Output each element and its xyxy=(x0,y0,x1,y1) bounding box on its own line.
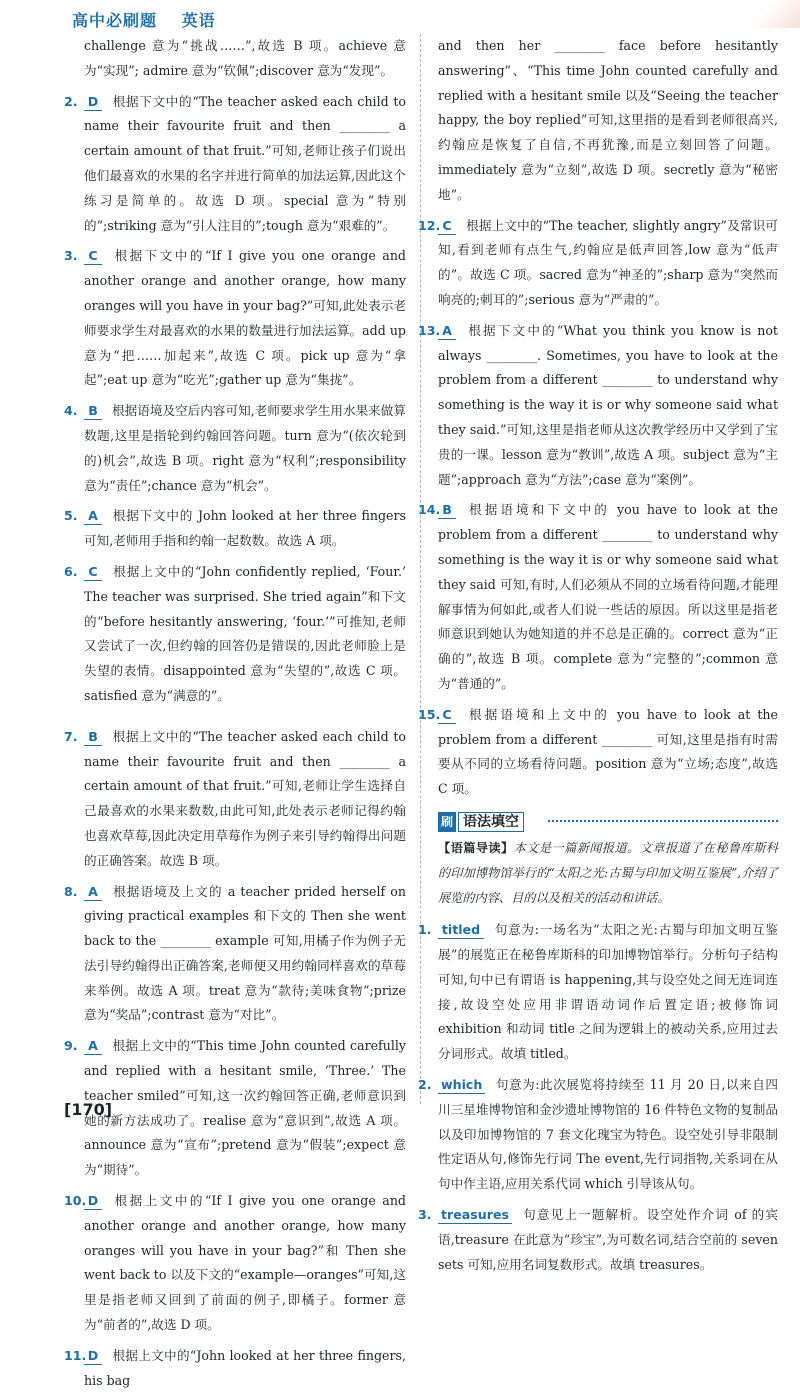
column-divider xyxy=(420,34,421,1104)
answer-text: 根据语境和上文中的 you have to look at the problem from a different ________ 可知,这里是指有时需要从不同的立场看待问题。position 意为“立场;态度”,故选 C 项。 xyxy=(438,706,778,797)
answer-item xyxy=(64,1344,406,1394)
page-header xyxy=(72,8,234,31)
left-column xyxy=(64,34,406,1399)
answer-item xyxy=(64,880,406,1029)
answer-choice: B xyxy=(84,403,102,420)
item-number: 1. xyxy=(418,922,432,938)
answer-text: 句意为:一场名为“太阳之光:古蜀与印加文明互鉴展”的展览正在秘鲁库斯科的印加博物馆举行。分析句子结构可知,句中已有谓语 is happening,其与设空处之间无连词连接,故设空处应用非谓语动词作后置定语;被修饰词 exhibition 和动词 title 之间为逻辑上的被动关系,应用过去分词形式。故填 titled。 xyxy=(438,922,778,1062)
grammar-section-header xyxy=(438,810,778,832)
item-number: 4. xyxy=(64,403,78,419)
page-corner-shadow xyxy=(740,0,800,28)
page-number: [170] xyxy=(64,1100,113,1119)
answer-choice: D xyxy=(84,1348,102,1365)
answer-item xyxy=(84,34,406,84)
answer-item xyxy=(64,244,406,393)
item-number: 10. xyxy=(64,1193,87,1209)
item-number: 13. xyxy=(418,322,441,338)
grammar-item xyxy=(418,1203,778,1277)
answer-text: 根据上文中的“If I give you one orange and another orange and another orange, how many oranges will you have in your bag?”和 Then she went back to 以及下文的“example—oranges”可知,这里是指老师又回到了前面的例子,即橘子。former 意为“前者的”,故选 D 项。 xyxy=(84,1193,406,1333)
answer-item xyxy=(64,1189,406,1338)
answer-item xyxy=(64,560,406,719)
answer-choice: D xyxy=(84,94,102,111)
answer-choice: A xyxy=(84,884,102,901)
answer-word: which xyxy=(438,1077,485,1094)
item-number: 14. xyxy=(418,502,441,518)
item-number: 2. xyxy=(418,1077,432,1093)
answer-text: 根据下文中的“What you think you know is not always ________. Sometimes, you have to look at the problem from a different ________ to understand why something is the way it is or why someone said what they said.”可知,这里是指老师从这次教学经历中又学到了宝贵的一课。lesson 意为“教训”,故选 A 项。subject 意为“主题”;approach 意为“方法”;case 意为“案例”。 xyxy=(438,322,778,487)
answer-choice: C xyxy=(84,564,102,581)
item-number: 15. xyxy=(418,706,441,722)
answer-text: 根据下文中的“The teacher asked each child to name their favourite fruit and then ________ a certain amount of that fruit.”可知,老师让孩子们说出他们最喜欢的水果的名字并进行简单的加法运算,因此这个练习是简单的。故选 D 项。special 意为“特别的”;striking 意为“引人注目的”;tough 意为“艰难的”。 xyxy=(84,93,406,233)
answer-item xyxy=(64,504,406,554)
answer-text: 根据下文中的“If I give you one orange and another orange and another orange, how many oranges will you have in your bag?”可知,此处表示老师要求学生对最喜欢的水果的数量进行加法运算。add up 意为“把……加起来”,故选 C 项。pick up 意为“拿起”;eat up 意为“吃光”;gather up 意为“集拢”。 xyxy=(84,248,406,388)
answer-item xyxy=(438,34,778,208)
item-number: 3. xyxy=(418,1207,432,1223)
answer-item xyxy=(418,703,778,802)
answer-choice: C xyxy=(438,218,456,235)
answer-text: 根据语境及上文的 a teacher prided herself on giving practical examples 和下文的 Then she went back to the ________ example 可知,用橘子作为例子无法引导约翰得出正确答案,老师便又用约翰同样喜欢的草莓来举例。故选 A 项。treat 意为“款待;美味食物”;prize 意为“奖品”;contrast 意为“对比”。 xyxy=(84,883,406,1023)
item-number: 6. xyxy=(64,563,78,579)
item-number: 11. xyxy=(64,1347,87,1363)
item-number: 5. xyxy=(64,508,78,524)
answer-text: 根据上文中的“John looked at her three fingers, his bag xyxy=(84,1347,406,1388)
answer-text: 根据下文中的 John looked at her three fingers 可知,老师用手指和约翰一起数数。故选 A 项。 xyxy=(84,508,406,549)
answer-text: 根据语境及空后内容可知,老师要求学生用水果来做算数题,这里是指轮到约翰回答问题。turn 意为“(依次轮到的)机会”,故选 B 项。right 意为“权利”;responsibility 意为“责任”;chance 意为“机会”。 xyxy=(84,403,406,493)
answer-text: 句意为:此次展览将持续至 11 月 20 日,以来自四川三星堆博物馆和金沙遗址博物馆的 16 件特色文物的复制品以及印加博物馆的 7 套文化瑰宝为特色。设空处引导非限制性定语从句,修饰先行词 The event,先行词指物,关系词在从句中作主语,应用关系代词 which 引导该从句。 xyxy=(438,1077,778,1192)
answer-text: 根据上文中的“The teacher, slightly angry”及常识可知,看到老师有点生气,约翰应是低声回答,low 意为“低声的”。故选 C 项。sacred 意为“神圣的”;sharp 意为“突然而响亮的;刺耳的”;serious 意为“严肃的”。 xyxy=(438,217,778,307)
answer-item xyxy=(418,498,778,696)
grammar-item xyxy=(418,1073,778,1197)
grammar-item xyxy=(418,918,778,1067)
answer-text: 根据上文中的“John confidently replied, ‘Four.’ The teacher was surprised. She tried again”和下文的“before hesitantly answering, ‘four.’”可推知,老师又尝试了一次,但约翰的回答仍是错误的,因此老师脸上是失望的表情。disappointed 意为“失望的”,故选 C 项。satisfied 意为“满意的”。 xyxy=(84,563,406,703)
answer-choice: D xyxy=(84,1193,102,1210)
section-title: 语法填空 xyxy=(458,812,524,832)
answer-choice: B xyxy=(84,729,102,746)
subject-title: 英语 xyxy=(181,11,216,30)
answer-item xyxy=(64,1034,406,1183)
answer-word: titled xyxy=(438,922,484,939)
item-number: 3. xyxy=(64,248,78,264)
section-dotted-rule xyxy=(548,820,778,822)
item-number: 2. xyxy=(64,93,78,109)
item-number: 8. xyxy=(64,883,78,899)
answer-item xyxy=(64,399,406,498)
answer-choice: A xyxy=(438,323,456,340)
answer-item xyxy=(418,319,778,493)
answer-choice: A xyxy=(84,1038,102,1055)
guide-label: 【语篇导读】 xyxy=(438,840,514,855)
answer-text: 根据语境和下文中的 you have to look at the problem from a different ________ to understand why something is the way it is or why someone said what they said 可知,有时,人们必须从不同的立场看待问题,才能理解事情为何如此,或者人们说一些话的原因。所以这里是指老师意识到她认为她知道的并不总是正确的。correct 意为“正确的”,故选 B 项。complete 意为“完整的”;common 意为“普通的”。 xyxy=(438,502,778,691)
answer-text: challenge 意为“挑战……”,故选 B 项。achieve 意为“实现”; admire 意为“钦佩”;discover 意为“发现”。 xyxy=(84,38,406,78)
answer-text: 根据上文中的“This time John counted carefully and replied with a hesitant smile, ‘Three.’ The teacher smiled”可知,这一次约翰回答正确,老师意识到她的新方法成功了。realise 意为“意识到”,故选 A 项。announce 意为“宣布”;pretend 意为“假装”;expect 意为“期待”。 xyxy=(84,1038,406,1178)
answer-choice: C xyxy=(84,248,102,265)
guide-text: 本文是一篇新闻报道。文章报道了在秘鲁库斯科的印加博物馆举行的“太阳之光:古蜀与印加文明互鉴展”,介绍了展览的内容、目的以及相关的活动和讲话。 xyxy=(438,840,779,905)
answer-choice: A xyxy=(84,508,102,525)
item-number: 9. xyxy=(64,1038,78,1054)
answer-item xyxy=(64,90,406,239)
section-badge: 刷 xyxy=(438,812,456,832)
book-title: 高中必刷题 xyxy=(72,11,158,30)
answer-choice: B xyxy=(438,502,456,519)
item-number: 12. xyxy=(418,217,441,233)
answer-item xyxy=(64,725,406,874)
right-column xyxy=(418,34,779,1283)
answer-choice: C xyxy=(438,707,456,724)
item-number: 7. xyxy=(64,728,78,744)
answer-text: 根据上文中的“The teacher asked each child to name their favourite fruit and then ________ a certain amount of that fruit.”可知,老师让学生选择自己最喜欢的水果来数数,由此可知,此处表示老师记得约翰也喜欢草莓,因此决定用草莓作为例子来引导约翰得出问题的正确答案。故选 B 项。 xyxy=(84,728,406,868)
passage-guide xyxy=(438,836,778,910)
answer-text: 句意见上一题解析。设空处作介词 of 的宾语,treasure 在此意为“珍宝”,为可数名词,结合空前的 seven sets 可知,应用名词复数形式。故填 treasures。 xyxy=(438,1207,778,1272)
answer-item xyxy=(418,214,778,313)
answer-word: treasures xyxy=(438,1207,512,1224)
answer-text: and then her ________ face before hesitantly answering”、“This time John counted carefully and replied with a hesitant smile 以及“Seeing the teacher happy, the boy replied”可知,这里指的是看到老师很高兴,约翰应是恢复了自信,不再犹豫,而是立刻回答了问题。immediately 意为“立刻”,故选 D 项。secretly 意为“秘密地”。 xyxy=(438,38,778,202)
